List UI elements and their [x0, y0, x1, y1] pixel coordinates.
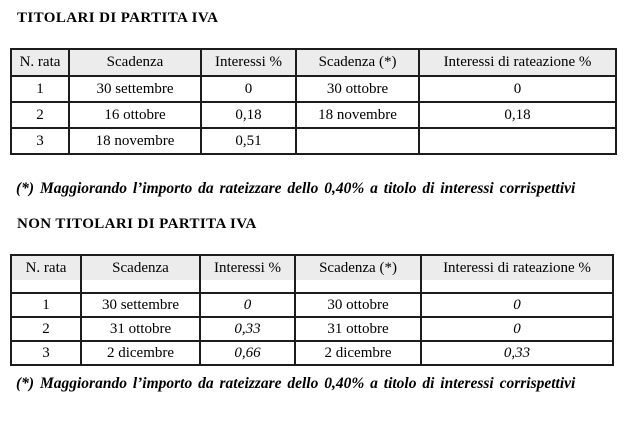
column-header-n-rata: N. rata — [11, 49, 69, 76]
table-row — [11, 102, 616, 128]
cell-interessi: 0,51 — [201, 128, 296, 154]
cell-scadenza-star: 30 ottobre — [296, 76, 419, 102]
cell-scadenza-star: 18 novembre — [296, 102, 419, 128]
cell-scadenza: 16 ottobre — [69, 102, 201, 128]
column-header-n-rata — [11, 255, 81, 293]
header-shade: N. rata — [12, 256, 80, 280]
cell-n-rata: 3 — [11, 128, 69, 154]
cell-scadenza-star: 2 dicembre — [295, 341, 421, 365]
cell-interessi-rateazione: 0 — [421, 317, 613, 341]
table-non-titolari — [10, 254, 614, 366]
column-header-scadenza-star — [295, 255, 421, 293]
table-row — [11, 341, 613, 365]
cell-interessi-rateazione: 0 — [421, 293, 613, 317]
cell-n-rata: 1 — [11, 293, 81, 317]
footnote-titolari: (*) Maggiorando l’importo da rateizzare dello 0,40% a titolo di interessi corrispettivi — [16, 180, 576, 197]
column-header-interessi-rateazione: Interessi di rateazione % — [419, 49, 616, 76]
cell-scadenza-star — [296, 128, 419, 154]
cell-scadenza: 2 dicembre — [81, 341, 200, 365]
column-header-scadenza-star: Scadenza (*) — [296, 49, 419, 76]
column-header-interessi-rateazione — [421, 255, 613, 293]
header-shade: Interessi di rateazione % — [422, 256, 612, 280]
cell-interessi-rateazione: 0,18 — [419, 102, 616, 128]
cell-n-rata: 1 — [11, 76, 69, 102]
cell-n-rata: 3 — [11, 341, 81, 365]
column-header-scadenza — [81, 255, 200, 293]
section-title-non-titolari: NON TITOLARI DI PARTITA IVA — [17, 216, 257, 232]
table-titolari — [10, 48, 617, 155]
cell-interessi: 0,66 — [200, 341, 295, 365]
table-row — [11, 128, 616, 154]
cell-scadenza: 31 ottobre — [81, 317, 200, 341]
table-header-row — [11, 255, 613, 293]
footnote-non-titolari: (*) Maggiorando l’importo da rateizzare dello 0,40% a titolo di interessi corrispettivi — [16, 375, 576, 392]
cell-interessi-rateazione — [419, 128, 616, 154]
header-shade: Interessi % — [201, 256, 294, 280]
cell-scadenza: 30 settembre — [81, 293, 200, 317]
table-row — [11, 293, 613, 317]
column-header-interessi — [200, 255, 295, 293]
cell-interessi: 0 — [200, 293, 295, 317]
cell-scadenza: 18 novembre — [69, 128, 201, 154]
cell-interessi-rateazione: 0,33 — [421, 341, 613, 365]
table-header-row — [11, 49, 616, 76]
cell-interessi: 0 — [201, 76, 296, 102]
table-row — [11, 317, 613, 341]
cell-scadenza-star: 31 ottobre — [295, 317, 421, 341]
cell-n-rata: 2 — [11, 102, 69, 128]
cell-interessi: 0,18 — [201, 102, 296, 128]
cell-interessi-rateazione: 0 — [419, 76, 616, 102]
cell-scadenza: 30 settembre — [69, 76, 201, 102]
column-header-interessi: Interessi % — [201, 49, 296, 76]
header-shade: Scadenza (*) — [296, 256, 420, 280]
header-shade: Scadenza — [82, 256, 199, 280]
table-row — [11, 76, 616, 102]
section-title-titolari: TITOLARI DI PARTITA IVA — [17, 10, 219, 26]
column-header-scadenza: Scadenza — [69, 49, 201, 76]
cell-n-rata: 2 — [11, 317, 81, 341]
cell-interessi: 0,33 — [200, 317, 295, 341]
cell-scadenza-star: 30 ottobre — [295, 293, 421, 317]
